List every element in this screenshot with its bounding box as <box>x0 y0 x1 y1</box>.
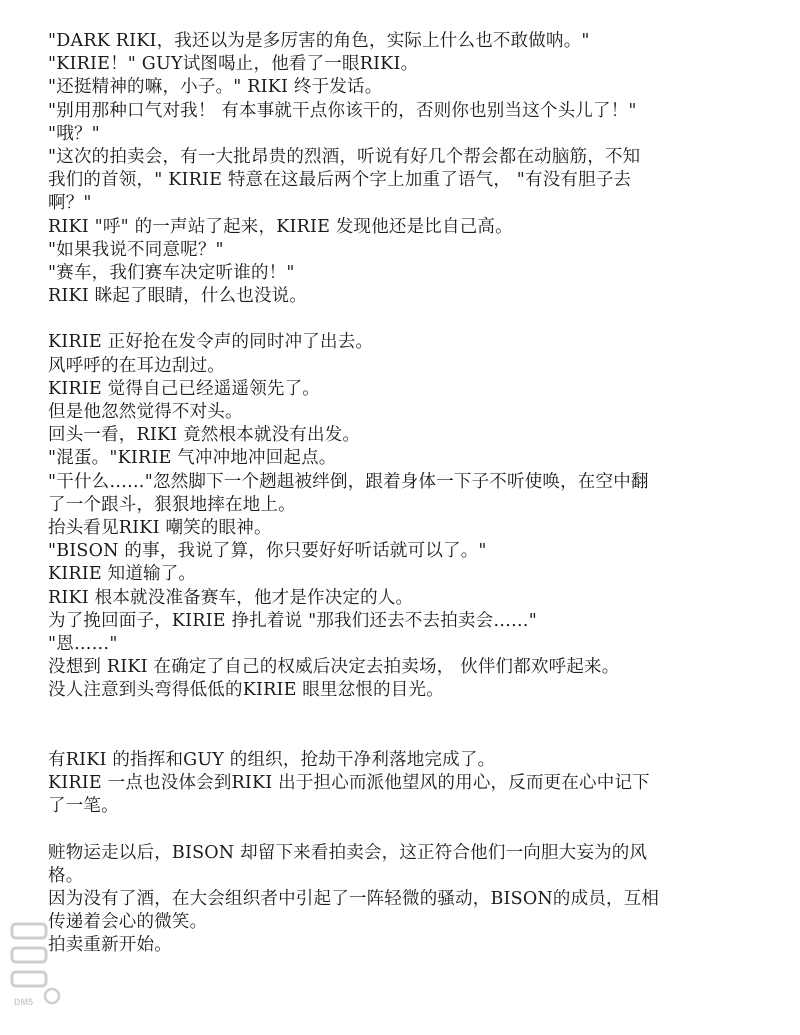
text-line: 啊？" <box>48 193 92 214</box>
text-line: RIKI "呼" 的一声站了起来，KIRIE 发现他还是比自己高。 <box>48 216 513 237</box>
text-line: "赛车，我们赛车决定听谁的！" <box>48 262 295 283</box>
text-line: 为了挽回面子，KIRIE 挣扎着说 "那我们还去不去拍卖会……" <box>48 610 537 631</box>
paragraph-2 <box>48 331 768 702</box>
text-line: 抬头看见RIKI 嘲笑的眼神。 <box>48 517 272 538</box>
text-line: "BISON 的事，我说了算，你只要好好听话就可以了。" <box>48 541 487 562</box>
watermark-logo <box>8 918 68 1008</box>
text-line: 格。 <box>48 865 84 886</box>
text-line: "哦？" <box>48 123 100 144</box>
paragraph-4 <box>48 842 768 958</box>
text-line: 回头一看，RIKI 竟然根本就没有出发。 <box>48 425 361 446</box>
text-line: RIKI 根本就没准备赛车，他才是作决定的人。 <box>48 587 414 608</box>
text-line: 风呼呼的在耳边刮过。 <box>48 355 225 376</box>
text-line: "别用那种口气对我！ 有本事就干点你该干的，否则你也别当这个头儿了！" <box>48 100 637 121</box>
text-line: "这次的拍卖会，有一大批昂贵的烈酒，听说有好几个帮会都在动脑筋，不知 <box>48 146 641 167</box>
text-line: 拍卖重新开始。 <box>48 935 172 956</box>
text-line: 有RIKI 的指挥和GUY 的组织，抢劫干净利落地完成了。 <box>48 749 496 770</box>
text-line: 传递着会心的微笑。 <box>48 912 208 933</box>
text-line: "恩……" <box>48 633 118 654</box>
text-line: 但是他忽然觉得不对头。 <box>48 402 243 422</box>
text-line: "混蛋。"KIRIE 气冲冲地冲回起点。 <box>48 448 337 469</box>
watermark-logo-mark <box>12 924 59 1003</box>
paragraph-spacer <box>48 702 768 748</box>
text-line: 因为没有了酒，在大会组织者中引起了一阵轻微的骚动，BISON的成员，互相 <box>48 888 660 909</box>
text-line: KIRIE 一点也没体会到RIKI 出于担心而派他望风的用心，反而更在心中记下 <box>48 773 650 794</box>
paragraph-spacer <box>48 308 768 331</box>
text-line: 我们的首领，" KIRIE 特意在这最后两个字上加重了语气， "有没有胆子去 <box>48 170 632 191</box>
text-line: 没人注意到头弯得低低的KIRIE 眼里忿恨的目光。 <box>48 680 444 701</box>
text-line: "DARK RIKI，我还以为是多厉害的角色，实际上什么也不敢做呐。" <box>48 31 590 51</box>
text-line: "还挺精神的嘛，小子。" RIKI 终于发话。 <box>48 77 383 98</box>
text-line: KIRIE 正好抢在发令声的同时冲了出去。 <box>48 332 374 353</box>
text-line: 赃物运走以后，BISON 却留下来看拍卖会，这正符合他们一向胆大妄为的风 <box>48 842 648 863</box>
text-line: "干什么……"忽然脚下一个趔趄被绊倒，跟着身体一下子不听使唤，在空中翻 <box>48 471 649 492</box>
text-line: RIKI 眯起了眼睛，什么也没说。 <box>48 286 308 307</box>
text-line: 了一个跟斗，狠狠地摔在地上。 <box>48 494 296 515</box>
paragraph-1 <box>48 30 768 308</box>
text-line: KIRIE 觉得自己已经遥遥领先了。 <box>48 378 321 399</box>
text-line: KIRIE 知道输了。 <box>48 564 197 585</box>
text-line: 了一笔。 <box>48 796 119 817</box>
text-line: "KIRIE！" GUY试图喝止，他看了一眼RIKI。 <box>48 54 419 75</box>
text-line: 没想到 RIKI 在确定了自己的权威后决定去拍卖场， 伙伴们都欢呼起来。 <box>48 657 620 678</box>
text-body <box>48 30 768 958</box>
text-line: "如果我说不同意呢？" <box>48 239 224 260</box>
paragraph-spacer <box>48 818 768 841</box>
paragraph-3 <box>48 749 768 819</box>
watermark-text: DM5 <box>14 997 34 1007</box>
